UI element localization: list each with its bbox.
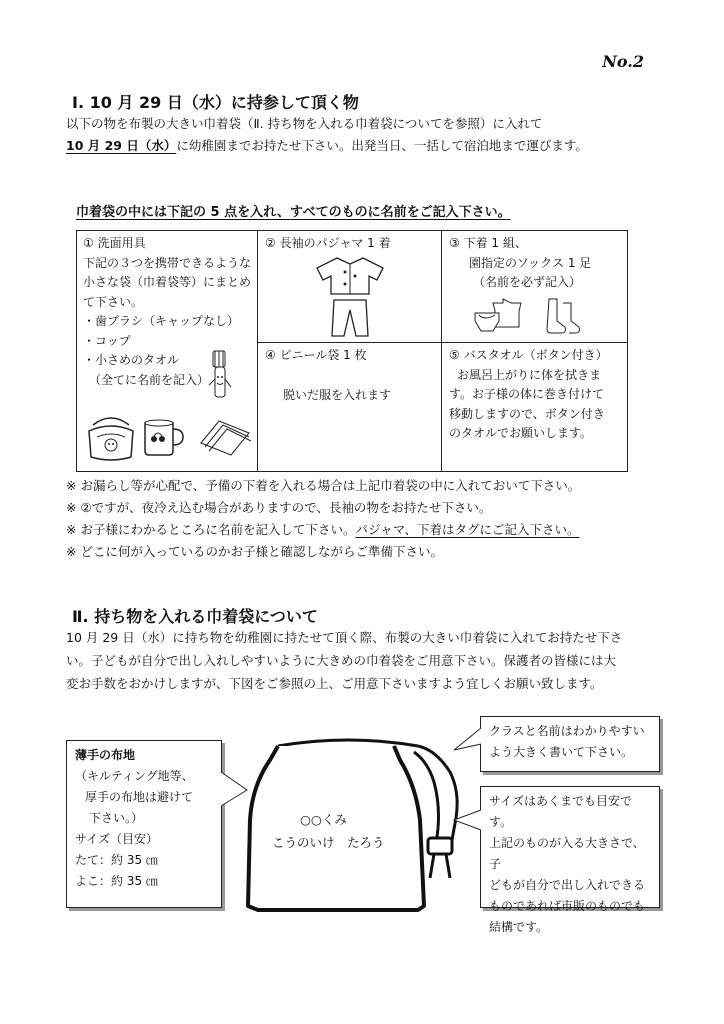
- item-pajamas: ② 長袖のパジャマ 1 着: [265, 236, 391, 250]
- fabric-callout: 薄手の布地 （キルティング地等、 厚手の布地は避けて 下さい。） サイズ（目安） たて：約 35 ㎝ よこ：約 35 ㎝: [66, 740, 222, 908]
- item-toiletries: ① 洗面用具 下記の３つを携帯できるような 小さな袋（巾着袋等）にまとめ て下さい。 ・歯ブラシ（キャップなし） ・コップ ・小さめのタオル （全てに名前を記入）: [83, 236, 252, 387]
- drawstring-bag-illustration: [238, 738, 468, 918]
- section1-intro-line1: 以下の物を布製の大きい巾着袋（Ⅱ. 持ち物を入れる巾着袋についてを参照）に入れて: [66, 116, 543, 131]
- intro-date: 10 月 29 日（水）: [66, 138, 177, 153]
- cup-icon: [141, 417, 187, 459]
- section1-title: Ⅰ. 10 月 29 日（水）に持参して頂く物: [72, 93, 359, 112]
- note-4: ※ どこに何が入っているのかお子様と確認しながらご準備下さい。: [66, 544, 443, 559]
- underwear-icon: [473, 297, 537, 337]
- pajamas-icon: [315, 256, 385, 338]
- note-2: ※ ②ですが、夜冷え込む場合がありますので、長袖の物をお持たせ下さい。: [66, 500, 492, 515]
- socks-icon: [543, 297, 583, 337]
- towel-icon: [197, 417, 253, 459]
- section1-instruction: 巾着袋の中には下記の 5 点を入れ、すべてのものに名前をご記入下さい。: [76, 205, 511, 220]
- bag-label-name: こうのいけ たろう: [272, 835, 385, 850]
- size-callout: サイズはあくまでも目安です。 上記のものが入る大きさで、子 どもが自分で出し入れできる ものであれば市販のものでも 結構です。: [480, 786, 660, 908]
- section2-para-3: 変お手数をおかけしますが、下図をご参照の上、ご用意下さいますよう宜しくお願い致します。: [66, 676, 603, 691]
- item-underwear: ③ 下着 1 組、 園指定のソックス 1 足 （名前を必ず記入）: [449, 236, 592, 289]
- item-plastic-bag: ④ ビニール袋 1 枚 脱いだ服を入れます: [265, 348, 392, 402]
- fabric-callout-pointer: [221, 770, 251, 810]
- page-number: No.2: [602, 52, 644, 71]
- section2-title: Ⅱ. 持ち物を入れる巾着袋について: [72, 607, 318, 626]
- note-3: ※ お子様にわかるところに名前を記入して下さい。パジャマ、下着はタグにご記入下さい。: [66, 522, 580, 537]
- name-callout: クラスと名前はわかりやすい よう大きく書いて下さい。: [480, 716, 660, 772]
- size-callout-pointer: [452, 808, 482, 838]
- items-table: [76, 230, 628, 472]
- name-callout-pointer: [452, 726, 482, 756]
- section2-para-2: い。子どもが自分で出し入れしやすいように大きめの巾着袋をご用意下さい。保護者の皆様には大: [66, 653, 617, 668]
- intro-line2-rest: に幼稚園までお持たせ下さい。出発当日、一括して宿泊地まで運びます。: [176, 138, 588, 153]
- pouch-icon: [83, 407, 139, 463]
- section1-intro-line2: [66, 136, 588, 156]
- note-1: ※ お漏らし等が心配で、予備の下着を入れる場合は上記巾着袋の中に入れておいて下さい。: [66, 478, 581, 493]
- bag-label-class: ○○くみ: [300, 812, 347, 827]
- section2-para-1: 10 月 29 日（水）に持ち物を幼稚園に持たせて頂く際、布製の大きい巾着袋に入れてお持たせ下さ: [66, 630, 623, 645]
- item-bath-towel: ⑤ バスタオル（ボタン付き） お風呂上がりに体を拭きま す。お子様の体に巻き付けて 移動しますので、ボタン付き のタオルでお願いします。: [449, 348, 608, 440]
- toothbrush-icon: [209, 349, 239, 401]
